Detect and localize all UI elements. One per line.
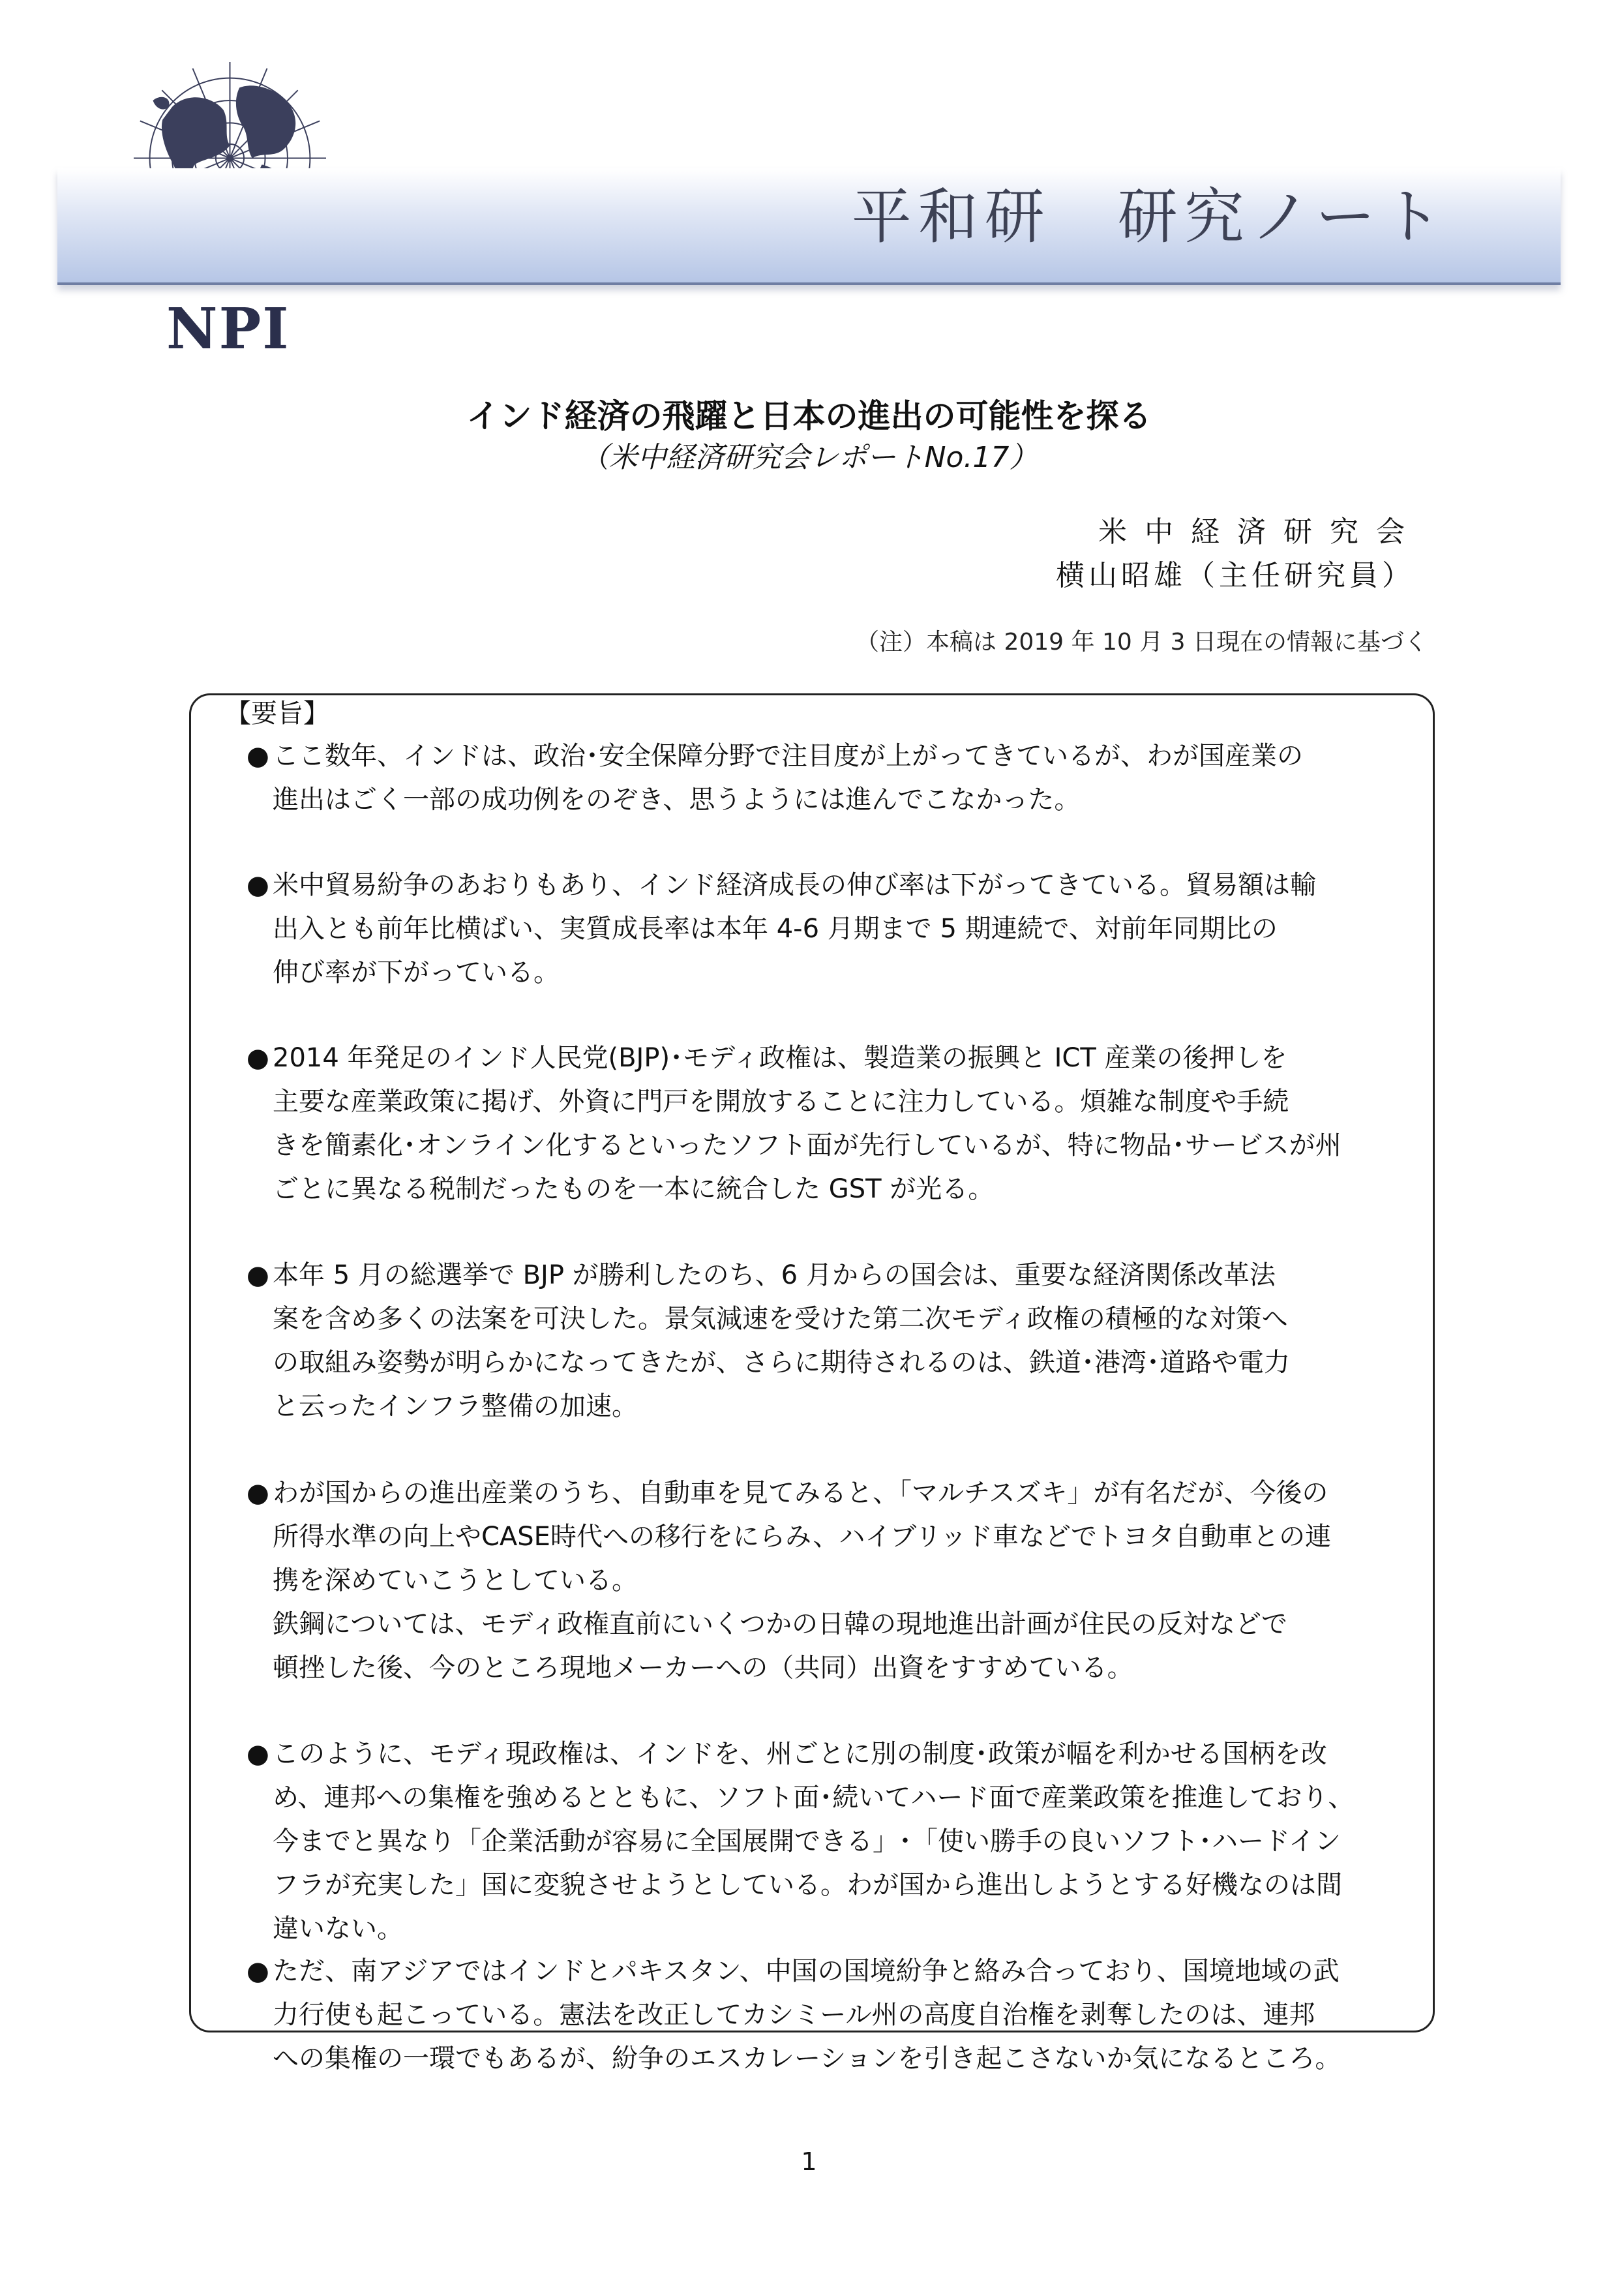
summary-line: ごとに異なる税制だったものを一本に統合した GST が光る。 <box>273 1174 995 1204</box>
summary-line: きを簡素化･オンライン化するといったソフト面が先行しているが、特に物品･サービスが州 <box>273 1130 1341 1160</box>
summary-line: 本年 5 月の総選挙で BJP が勝利したのち、6 月からの国会は、重要な経済関係改革法 <box>273 1260 1276 1290</box>
bullet-icon: ● <box>247 1478 269 1508</box>
summary-line: 案を含め多くの法案を可決した。景気減速を受けた第二次モディ政権の積極的な対策へ <box>273 1304 1288 1334</box>
summary-line: ここ数年、インドは、政治･安全保障分野で注目度が上がってきているが、わが国産業の <box>273 741 1303 771</box>
summary-item <box>247 1732 1401 1951</box>
author-name: 横山昭雄（主任研究員） <box>1056 559 1415 592</box>
summary-line: 出入とも前年比横ばい、実質成長率は本年 4-6 月期まで 5 期連続で、対前年同期比の <box>273 914 1278 944</box>
summary-line: の取組み姿勢が明らかになってきたが、さらに期待されるのは、鉄道･港湾･道路や電力 <box>273 1348 1290 1378</box>
date-note: （注）本稿は 2019 年 10 月 3 日現在の情報に基づく <box>856 629 1428 656</box>
bullet-icon: ● <box>247 741 269 771</box>
summary-line: 頓挫した後、今のところ現地メーカーへの（共同）出資をすすめている。 <box>273 1653 1133 1683</box>
summary-item <box>247 1472 1401 1690</box>
npi-logo-text: NPI <box>166 296 290 362</box>
summary-line: 伸び率が下がっている。 <box>273 958 560 988</box>
summary-line: 携を深めていこうとしている。 <box>273 1565 638 1595</box>
bullet-icon: ● <box>247 1956 269 1986</box>
summary-line: 今までと異なり「企業活動が容易に全国展開できる」･「使い勝手の良いソフト･ハードイン <box>273 1826 1341 1856</box>
header-title: 平和研 研究ノート <box>851 182 1448 252</box>
summary-item <box>247 864 1401 995</box>
bullet-icon: ● <box>247 1043 269 1073</box>
summary-line: め、連邦への集権を強めるとともに、ソフト面･続いてハード面で産業政策を推進しており、 <box>273 1783 1355 1813</box>
summary-line: 鉄鋼については、モディ政権直前にいくつかの日韓の現地進出計画が住民の反対などで <box>273 1609 1287 1639</box>
summary-line: 力行使も起こっている。憲法を改正してカシミール州の高度自治権を剥奪したのは、連邦 <box>273 2000 1315 2030</box>
summary-line: フラが充実した」国に変貌させようとしている。わが国から進出しようとする好機なのは間 <box>273 1870 1342 1900</box>
organization-name: 米中経済研究会 <box>1098 515 1422 549</box>
summary-item <box>247 1036 1401 1211</box>
summary-line: 米中貿易紛争のあおりもあり、インド経済成長の伸び率は下がってきている。貿易額は輸 <box>273 870 1316 900</box>
summary-line: 2014 年発足のインド人民党(BJP)･モディ政権は、製造業の振興と ICT 産業の後押しを <box>273 1043 1287 1073</box>
summary-line: 進出はごく一部の成功例をのぞき、思うようには進んでこなかった。 <box>273 785 1081 815</box>
summary-item <box>247 1254 1401 1428</box>
summary-line: わが国からの進出産業のうち、自動車を見てみると、「マルチスズキ」が有名だが、今後の <box>273 1478 1328 1508</box>
page-number: 1 <box>801 2147 817 2176</box>
summary-line: ただ、南アジアではインドとパキスタン、中国の国境紛争と絡み合っており、国境地域の武 <box>273 1956 1340 1986</box>
summary-box <box>189 693 1435 2074</box>
summary-line: 主要な産業政策に掲げ、外資に門戸を開放することに注力している。煩雑な制度や手続 <box>273 1087 1289 1117</box>
summary-line: このように、モディ現政権は、インドを、州ごとに別の制度･政策が幅を利かせる国柄を改 <box>273 1739 1327 1769</box>
summary-line: と云ったインフラ整備の加速。 <box>273 1391 638 1421</box>
bullet-icon: ● <box>247 1739 269 1769</box>
document-subtitle: （米中経済研究会レポートNo.17） <box>580 441 1038 474</box>
summary-heading: 【要旨】 <box>225 699 329 729</box>
document-title: インド経済の飛躍と日本の進出の可能性を探る <box>466 397 1152 435</box>
bullet-icon: ● <box>247 870 269 900</box>
summary-line: 違いない。 <box>273 1914 403 1944</box>
summary-line: 所得水準の向上やCASE時代への移行をにらみ、ハイブリッド車などでトヨタ自動車との連 <box>273 1522 1332 1552</box>
summary-item <box>247 1950 1401 2081</box>
summary-line: への集権の一環でもあるが、紛争のエスカレーションを引き起こさないか気になるところ。 <box>273 2044 1341 2074</box>
summary-item <box>247 734 1401 822</box>
bullet-icon: ● <box>247 1260 269 1290</box>
